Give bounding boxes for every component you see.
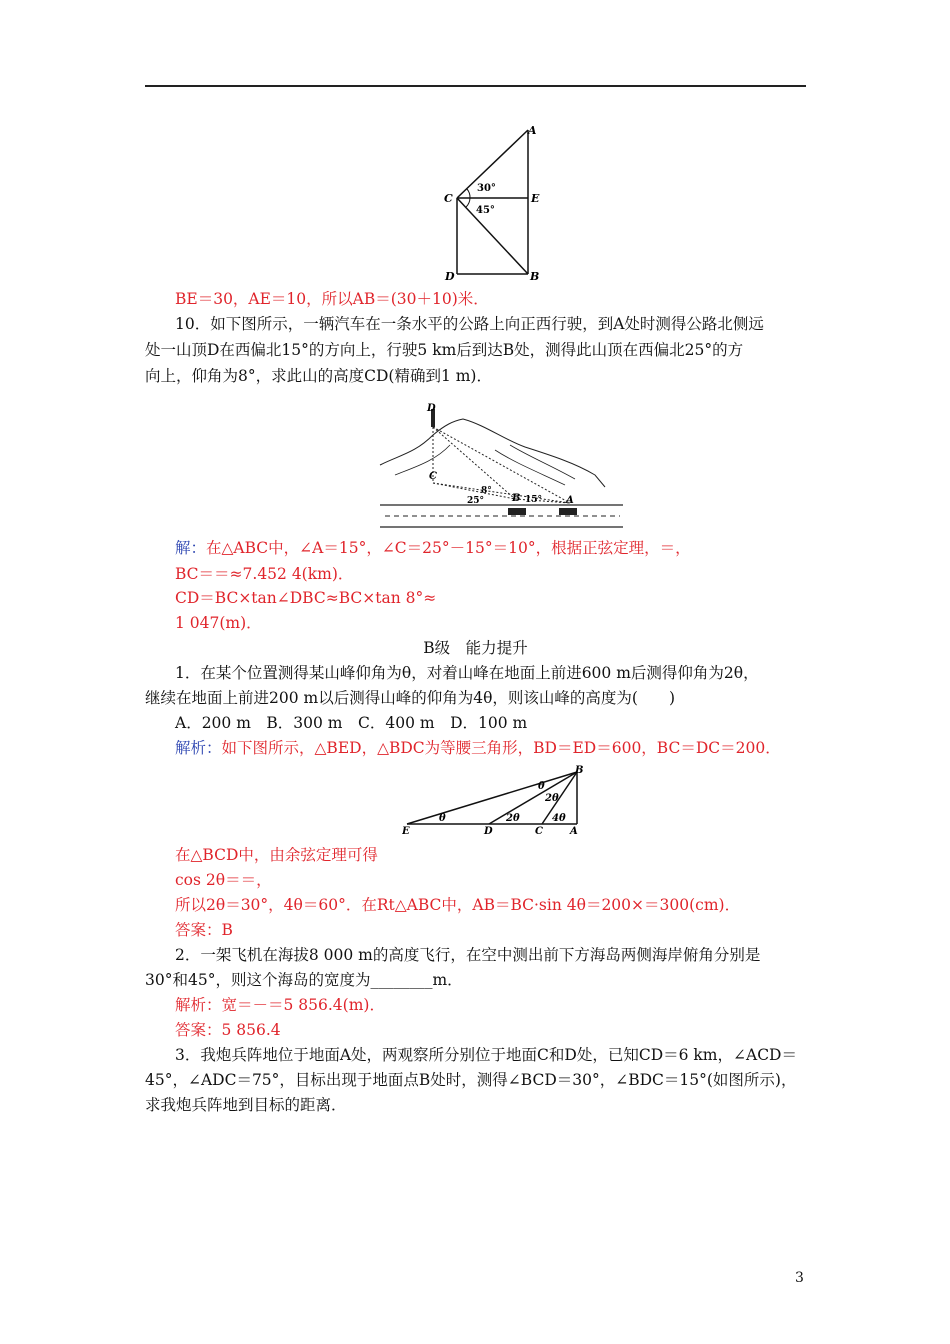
q1-analysis: 解析：如下图所示，△BED，△BDC为等腰三角形，BD＝ED＝600，BC＝DC＝200． bbox=[175, 739, 781, 757]
angle-theta-B: θ bbox=[538, 781, 545, 792]
q10-solution-line4: 1 047(m)． bbox=[175, 614, 262, 632]
q1-line1: 1．在某个位置测得某山峰仰角为θ，对着山峰在地面上前进600 m后测得仰角为2θ， bbox=[175, 664, 759, 682]
label-B: B bbox=[530, 270, 540, 282]
angle-8: 8° bbox=[481, 486, 492, 496]
angle-4theta-C: 4θ bbox=[552, 813, 566, 824]
section-b-heading: B级 能力提升 bbox=[423, 639, 528, 657]
label-E: E bbox=[531, 192, 540, 205]
angle-25: 25° bbox=[467, 496, 485, 506]
q1-solution-line2: cos 2θ＝＝， bbox=[175, 871, 272, 889]
label-A: A bbox=[566, 495, 574, 506]
angle-15: 15° bbox=[525, 495, 543, 505]
q2-line1: 2．一架飞机在海拔8 000 m的高度飞行，在空中测出前下方海岛两侧海岸俯角分别是 bbox=[175, 946, 761, 964]
angle-45: 45° bbox=[476, 205, 495, 216]
page-number: 3 bbox=[795, 1270, 804, 1286]
q2-line2: 30°和45°，则这个海岛的宽度为________m． bbox=[145, 971, 463, 989]
label-C: C bbox=[535, 826, 543, 836]
label-C: C bbox=[444, 192, 453, 205]
label-D: D bbox=[445, 270, 455, 282]
q2-analysis: 解析：宽＝－＝5 856.4(m)． bbox=[175, 996, 385, 1014]
q10-solution-line1: 解：在△ABC中，∠A＝15°，∠C＝25°－15°＝10°，根据正弦定理，＝， bbox=[175, 539, 691, 557]
label-E: E bbox=[402, 826, 410, 836]
figure-mountain-road bbox=[375, 395, 630, 530]
q1-line2: 继续在地面上前进200 m以后测得山峰的仰角为4θ，则该山峰的高度为( ) bbox=[145, 689, 675, 707]
label-A: A bbox=[528, 124, 537, 137]
q10-line2: 处一山顶D在西偏北15°的方向上，行驶5 km后到达B处，测得此山顶在西偏北25°的方 bbox=[145, 341, 744, 359]
angle-2theta-D: 2θ bbox=[506, 813, 520, 824]
q3-line2: 45°，∠ADC＝75°，目标出现于地面点B处时，测得∠BCD＝30°，∠BDC＝15°(如图所示)， bbox=[145, 1071, 797, 1089]
header-rule bbox=[145, 85, 806, 87]
figure-triangle-angles bbox=[402, 764, 587, 836]
q1-solution-line3: 所以2θ＝30°，4θ＝60°．在Rt△ABC中，AB＝BC·sin 4θ＝200×＝300(cm)． bbox=[175, 896, 741, 914]
q3-line3: 求我炮兵阵地到目标的距离． bbox=[145, 1096, 347, 1114]
q10-line3: 向上，仰角为8°，求此山的高度CD(精确到1 m)． bbox=[145, 367, 492, 385]
q1-solution-line1: 在△BCD中，由余弦定理可得 bbox=[175, 846, 378, 864]
q2-answer: 答案：5 856.4 bbox=[175, 1021, 281, 1039]
q10-solution-line3: CD＝BC×tan∠DBC≈BC×tan 8°≈ bbox=[175, 589, 437, 607]
figure-square-diagram bbox=[440, 118, 550, 282]
q10-line1: 10．如下图所示，一辆汽车在一条水平的公路上向正西行驶，到A处时测得公路北侧远 bbox=[175, 315, 764, 333]
label-C: C bbox=[429, 471, 437, 482]
angle-30: 30° bbox=[477, 183, 496, 194]
q1-answer: 答案：B bbox=[175, 921, 233, 939]
label-A: A bbox=[570, 826, 578, 836]
angle-2theta-B: 2θ bbox=[545, 793, 559, 804]
q10-solution-line2: BC＝＝≈7.452 4(km)． bbox=[175, 565, 354, 583]
q3-line1: 3．我炮兵阵地位于地面A处，两观察所分别位于地面C和D处，已知CD＝6 km，∠ACD＝ bbox=[175, 1046, 797, 1064]
label-B: B bbox=[512, 493, 521, 504]
angle-theta-E: θ bbox=[439, 813, 446, 824]
q1-options: A．200 m B．300 m C．400 m D．100 m bbox=[175, 714, 528, 732]
label-B: B bbox=[575, 765, 584, 776]
p9-answer: BE＝30，AE＝10，所以AB＝(30＋10)米． bbox=[175, 290, 489, 308]
label-D: D bbox=[484, 826, 493, 836]
label-D: D bbox=[427, 403, 436, 414]
